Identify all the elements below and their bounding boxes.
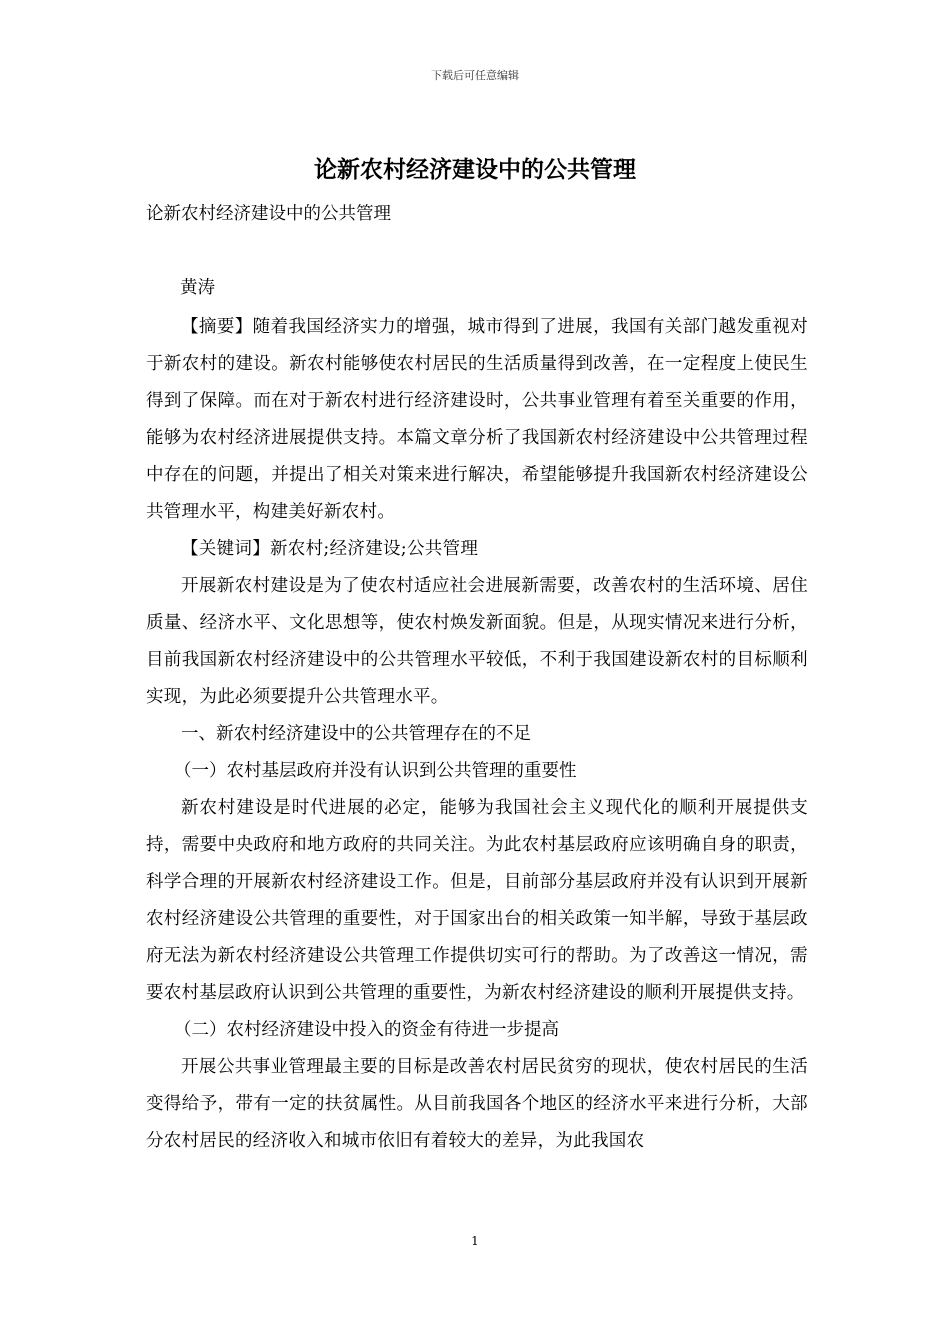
page-number: 1: [471, 1234, 479, 1248]
section-heading-1: 一、新农村经济建设中的公共管理存在的不足: [181, 724, 531, 744]
subsection-2-paragraph: 开展公共事业管理最主要的目标是改善农村居民贫穷的现状，使农村居民的生活变得给予，带有一定的扶贫属性。从目前我国各个地区的经济水平来进行分析，大部分农村居民的经济收入和城市依旧有着较大的差异，为此我国农: [146, 1057, 808, 1151]
document-body: [146, 309, 808, 1160]
header-note: 下载后可任意编辑: [431, 69, 519, 82]
keywords-paragraph: 【关键词】新农村;经济建设;公共管理: [181, 539, 479, 559]
document-subtitle: 论新农村经济建设中的公共管理: [146, 204, 391, 224]
author-name: 黄涛: [180, 278, 215, 298]
subsection-heading-1: （一）农村基层政府并没有认识到公共管理的重要性: [174, 761, 577, 781]
abstract-paragraph: 【摘要】随着我国经济实力的增强，城市得到了进展，我国有关部门越发重视对于新农村的建设。新农村能够使农村居民的生活质量得到改善，在一定程度上使民生得到了保障。而在对于新农村进行经济建设时，公共事业管理有着至关重要的作用，能够为农村经济进展提供支持。本篇文章分析了我国新农村经济建设中公共管理过程中存在的问题，并提出了相关对策来进行解决，希望能够提升我国新农村经济建设公共管理水平，构建美好新农村。: [146, 317, 808, 522]
subsection-heading-2: （二）农村经济建设中投入的资金有待进一步提高: [174, 1020, 559, 1040]
document-title: 论新农村经济建设中的公共管理: [314, 157, 636, 183]
subsection-1-paragraph: 新农村建设是时代进展的必定，能够为我国社会主义现代化的顺利开展提供支持，需要中央政府和地方政府的共同关注。为此农村基层政府应该明确自身的职责，科学合理的开展新农村经济建设工作。但是，目前部分基层政府并没有认识到开展新农村经济建设公共管理的重要性，对于国家出台的相关政策一知半解，导致于基层政府无法为新农村经济建设公共管理工作提供切实可行的帮助。为了改善这一情况，需要农村基层政府认识到公共管理的重要性，为新农村经济建设的顺利开展提供支持。: [146, 798, 808, 1003]
intro-paragraph: 开展新农村建设是为了使农村适应社会进展新需要，改善农村的生活环境、居住质量、经济水平、文化思想等，使农村焕发新面貌。但是，从现实情况来进行分析，目前我国新农村经济建设中的公共管理水平较低，不利于我国建设新农村的目标顺利实现，为此必须要提升公共管理水平。: [146, 576, 808, 707]
